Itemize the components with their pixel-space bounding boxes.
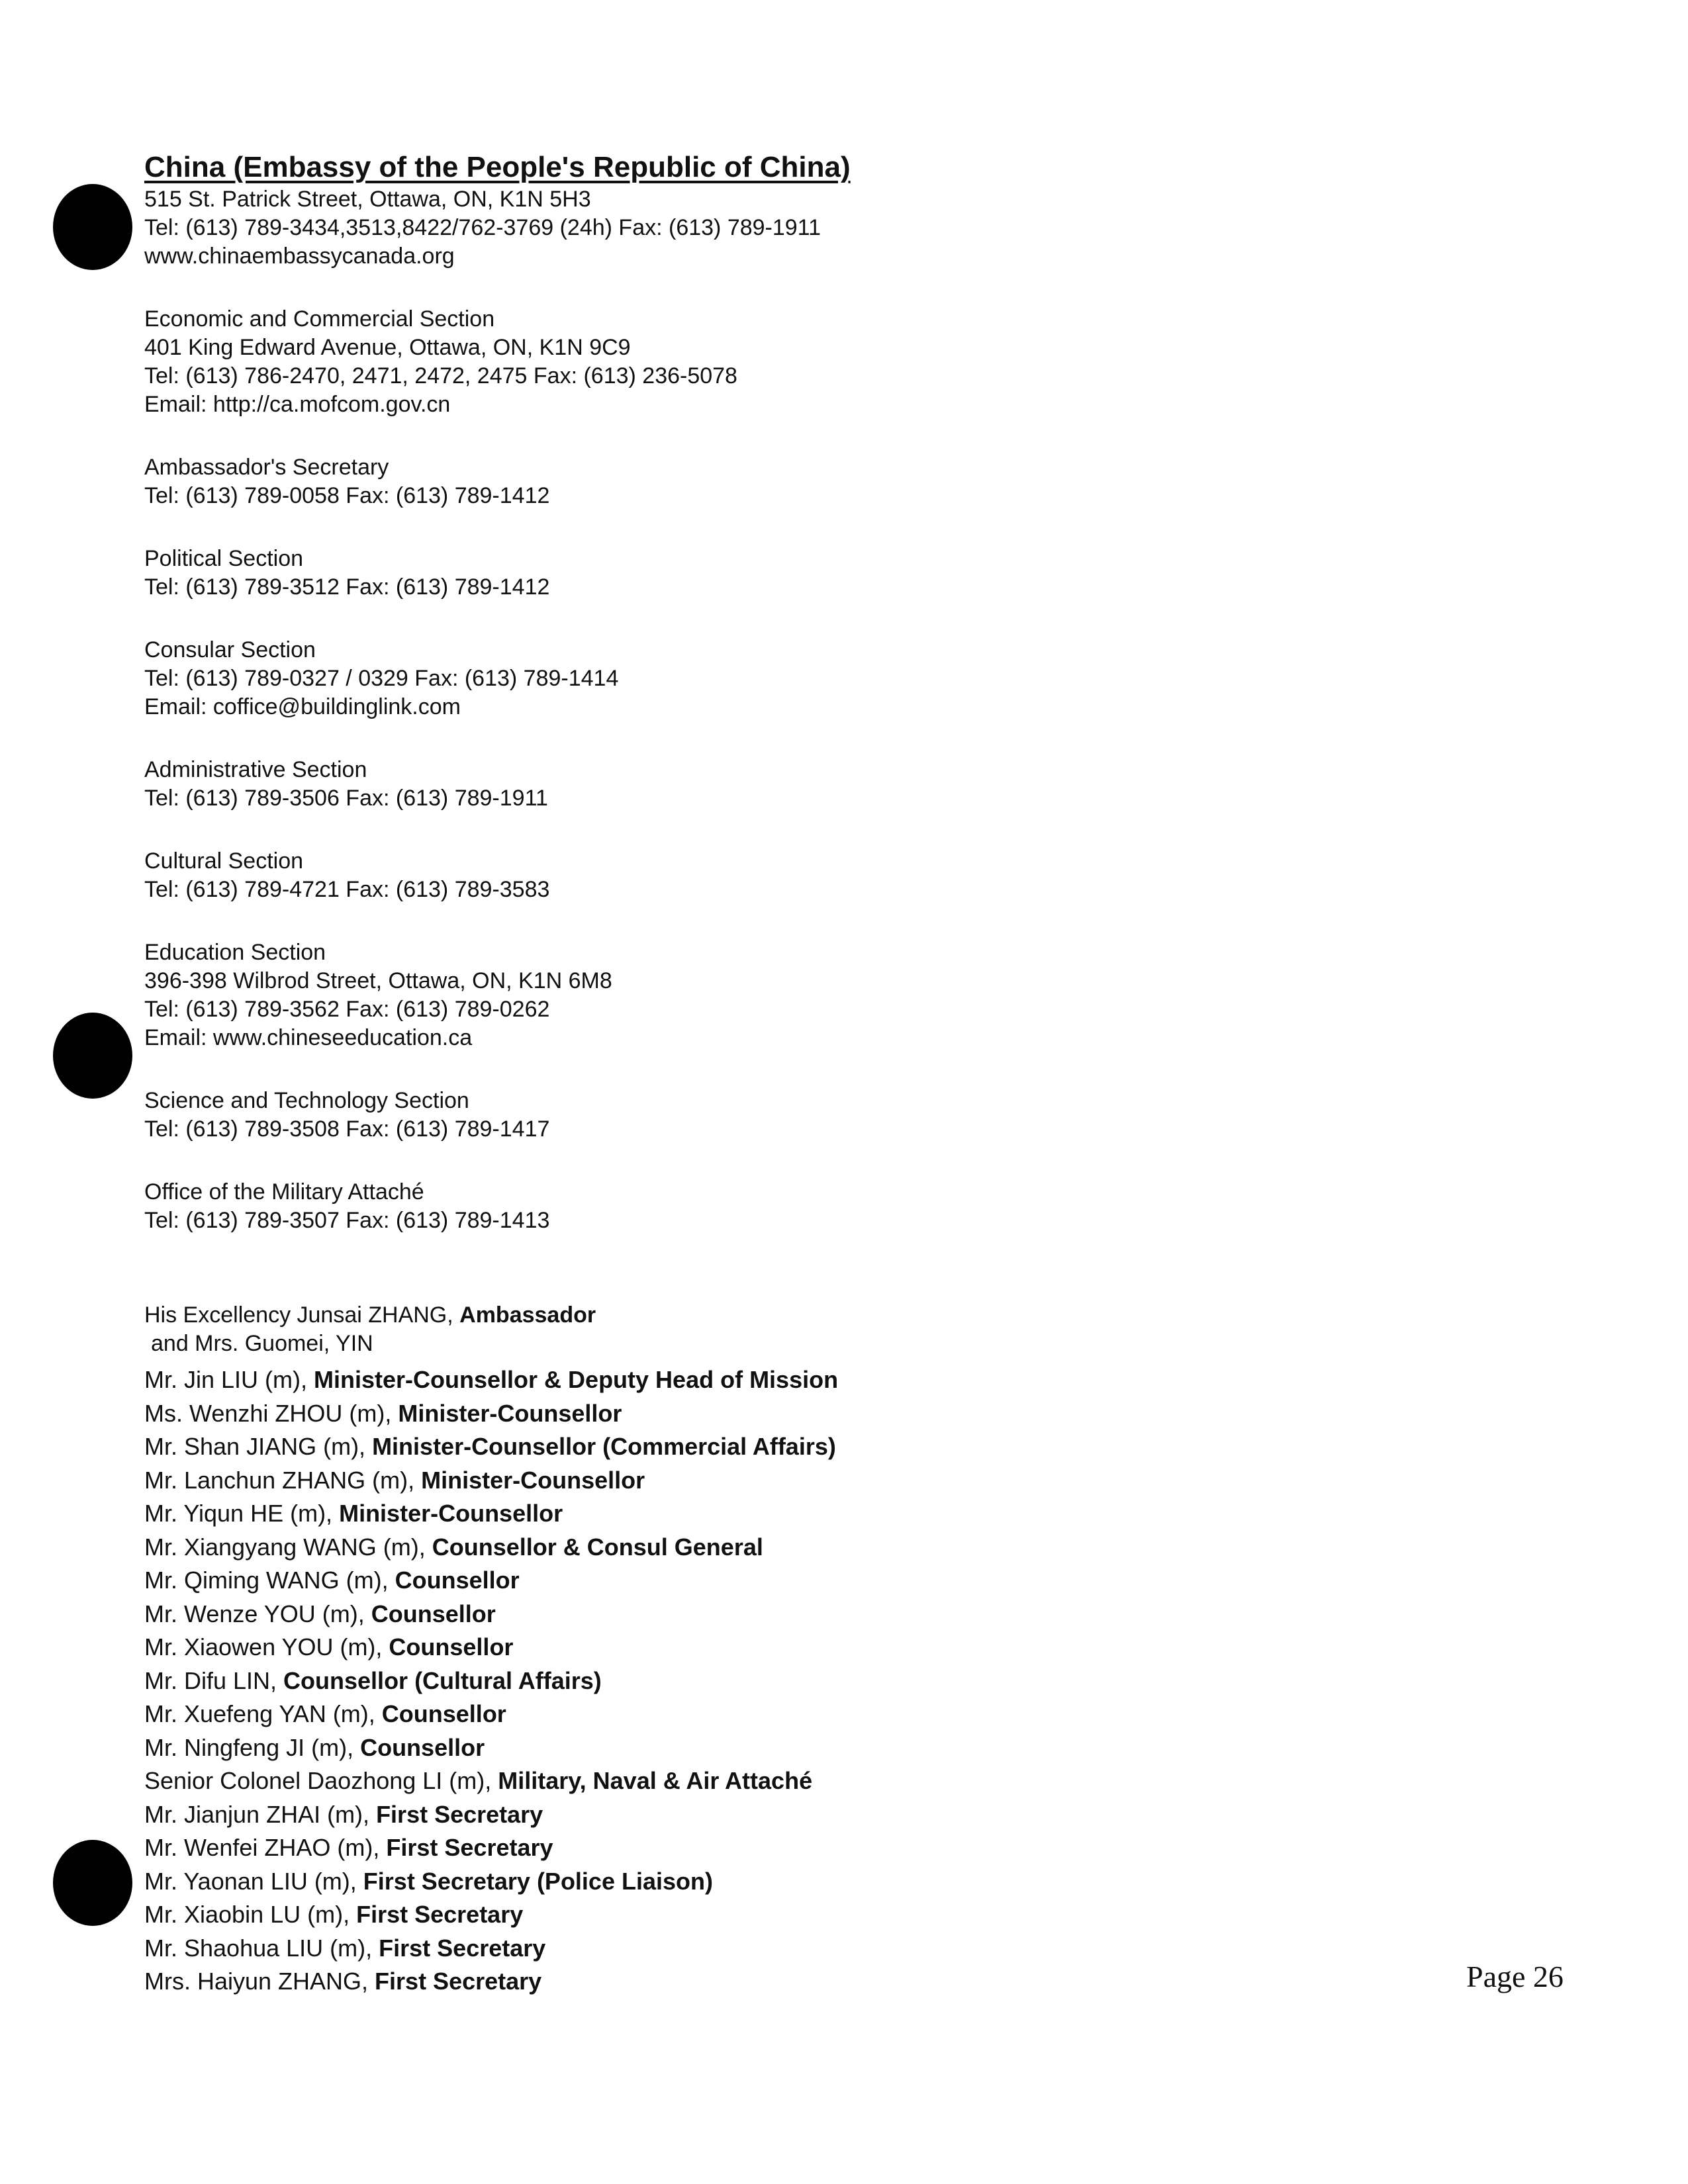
staff-entry [144,1932,1270,1966]
staff-title: Minister-Counsellor [339,1500,563,1527]
staff-entry [144,1698,1270,1731]
ambassador-name: His Excellency Junsai ZHANG, [144,1302,460,1328]
staff-title: Military, Naval & Air Attaché [498,1767,813,1794]
website-link[interactable]: www.chinaembassycanada.org [144,244,455,269]
section-consular [144,636,1270,721]
main-phone-fax: Tel: (613) 789-3434,3513,8422/762-3769 (24h) Fax: (613) 789-1911 [144,215,821,240]
embassy-title: China (Embassy of the People's Republic of China) [144,151,851,183]
staff-name: Mr. Xiaobin LU (m), [144,1901,357,1928]
staff-entry [144,1598,1270,1631]
section-education [144,938,1270,1052]
punch-hole-bottom [53,1840,132,1926]
section-name: Economic and Commercial Section [144,306,495,332]
embassy-listing [144,150,1270,1999]
staff-title: Counsellor [360,1733,485,1761]
section-phone-fax: Tel: (613) 789-3512 Fax: (613) 789-1412 [144,574,550,600]
staff-title: First Secretary [376,1800,543,1828]
section-science-technology [144,1087,1270,1144]
section-administrative [144,756,1270,813]
punch-hole-middle [53,1013,132,1099]
section-cultural [144,847,1270,904]
staff-title: Minister-Counsellor [421,1466,645,1494]
staff-title: Counsellor [389,1633,514,1661]
staff-name: Mr. Lanchun ZHANG (m), [144,1466,422,1494]
staff-entry [144,1531,1270,1565]
section-name: Administrative Section [144,757,367,782]
section-name: Office of the Military Attaché [144,1179,424,1205]
staff-name: Mr. Difu LIN, [144,1666,284,1694]
ambassador-title: Ambassador [459,1302,596,1328]
staff-title: First Secretary [356,1901,524,1928]
section-name: Education Section [144,940,326,965]
section-name: Consular Section [144,637,316,662]
staff-name: Mr. Yiqun HE (m), [144,1500,340,1527]
section-address: 401 King Edward Avenue, Ottawa, ON, K1N 9C9 [144,335,631,360]
section-name: Political Section [144,546,304,571]
staff-entry [144,1731,1270,1765]
staff-title: Counsellor [381,1700,506,1727]
staff-name: Mr. Qiming WANG (m), [144,1567,395,1594]
staff-entry [144,1831,1270,1865]
staff-name: Mr. Xiangyang WANG (m), [144,1533,432,1561]
staff-name: Senior Colonel Daozhong LI (m), [144,1767,498,1794]
section-military-attache [144,1178,1270,1235]
staff-entry [144,1965,1270,1999]
staff-list [144,1363,1270,1999]
section-email[interactable]: Email: www.chineseeducation.ca [144,1025,473,1050]
section-name: Cultural Section [144,848,304,874]
staff-entry [144,1464,1270,1498]
section-address: 396-398 Wilbrod Street, Ottawa, ON, K1N 6M8 [144,968,612,993]
staff-name: Mr. Ningfeng JI (m), [144,1733,361,1761]
section-phone-fax: Tel: (613) 789-3506 Fax: (613) 789-1911 [144,786,548,811]
staff-entry [144,1631,1270,1664]
staff-title: First Secretary [379,1934,546,1962]
staff-name: Mr. Jin LIU (m), [144,1366,314,1393]
section-phone-fax: Tel: (613) 789-3562 Fax: (613) 789-0262 [144,997,550,1022]
staff-entry [144,1664,1270,1698]
staff-entry [144,1497,1270,1531]
section-phone-fax: Tel: (613) 789-3508 Fax: (613) 789-1417 [144,1116,550,1142]
section-political [144,545,1270,602]
staff-entry [144,1397,1270,1431]
staff-name: Ms. Wenzhi ZHOU (m), [144,1399,399,1427]
page-number: Page 26 [1466,1960,1564,1993]
staff-entry [144,1898,1270,1932]
staff-title: Minister-Counsellor & Deputy Head of Mission [314,1366,839,1393]
staff-entry [144,1564,1270,1598]
staff-title: Counsellor [371,1600,496,1627]
staff-name: Mr. Yaonan LIU (m), [144,1867,363,1895]
ambassador-entry [144,1301,1270,1358]
main-address-block [144,185,1270,271]
ambassador-spouse: and Mrs. Guomei, YIN [151,1331,373,1356]
staff-title: First Secretary [386,1834,553,1861]
section-phone-fax: Tel: (613) 789-4721 Fax: (613) 789-3583 [144,877,550,902]
staff-name: Mr. Jianjun ZHAI (m), [144,1800,377,1828]
section-economic-commercial [144,305,1270,419]
staff-title: First Secretary (Police Liaison) [363,1867,713,1895]
staff-title: Counsellor (Cultural Affairs) [283,1666,602,1694]
staff-name: Mr. Xiaowen YOU (m), [144,1633,389,1661]
section-email[interactable]: Email: http://ca.mofcom.gov.cn [144,392,451,417]
staff-title: Counsellor [395,1567,520,1594]
staff-entry [144,1865,1270,1899]
section-phone-fax: Tel: (613) 789-0058 Fax: (613) 789-1412 [144,483,550,508]
ambassador-line [144,1301,1270,1330]
section-name: Science and Technology Section [144,1088,469,1113]
staff-name: Mr. Shaohua LIU (m), [144,1934,379,1962]
section-ambassadors-secretary [144,453,1270,510]
staff-name: Mr. Shan JIANG (m), [144,1433,373,1460]
staff-entry [144,1430,1270,1464]
staff-title: First Secretary [375,1968,542,1995]
section-email[interactable]: Email: coffice@buildinglink.com [144,694,461,719]
punch-hole-top [53,184,132,270]
staff-entry [144,1798,1270,1832]
staff-name: Mr. Wenfei ZHAO (m), [144,1834,387,1861]
section-phone-fax: Tel: (613) 786-2470, 2471, 2472, 2475 Fax: (613) 236-5078 [144,363,737,388]
section-phone-fax: Tel: (613) 789-3507 Fax: (613) 789-1413 [144,1208,550,1233]
staff-title: Counsellor & Consul General [432,1533,763,1561]
section-phone-fax: Tel: (613) 789-0327 / 0329 Fax: (613) 789-1414 [144,666,619,691]
staff-name: Mrs. Haiyun ZHANG, [144,1968,375,1995]
staff-entry [144,1764,1270,1798]
staff-entry [144,1363,1270,1397]
staff-name: Mr. Wenze YOU (m), [144,1600,371,1627]
staff-title: Minister-Counsellor [398,1399,622,1427]
street-address: 515 St. Patrick Street, Ottawa, ON, K1N 5H3 [144,187,591,212]
section-name: Ambassador's Secretary [144,455,389,480]
staff-title: Minister-Counsellor (Commercial Affairs) [372,1433,836,1460]
staff-name: Mr. Xuefeng YAN (m), [144,1700,382,1727]
